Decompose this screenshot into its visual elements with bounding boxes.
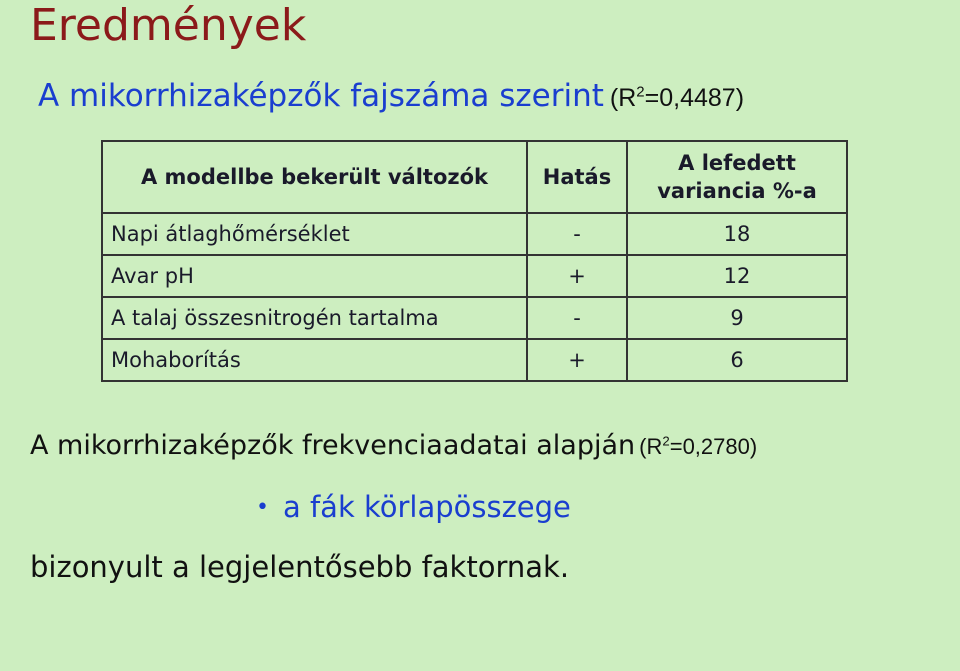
cell-variance: 9: [627, 297, 847, 339]
table-row: [102, 339, 847, 381]
cell-effect: +: [527, 255, 627, 297]
cell-variable: Mohaborítás: [102, 339, 527, 381]
cell-effect: +: [527, 339, 627, 381]
cell-effect: -: [527, 213, 627, 255]
conclusion-text: bizonyult a legjelentősebb faktornak.: [30, 550, 570, 584]
section1-heading-text: A mikorrhizaképzők fajszáma szerint: [38, 78, 604, 114]
bullet-text: a fák körlapösszege: [282, 490, 571, 524]
cell-variable: Napi átlaghőmérséklet: [102, 213, 527, 255]
header-effect: Hatás: [527, 141, 627, 213]
page-title: Eredmények: [30, 0, 307, 51]
cell-variable: Avar pH: [102, 255, 527, 297]
results-table: [101, 140, 848, 382]
cell-effect: -: [527, 297, 627, 339]
table-row: [102, 213, 847, 255]
r2-value-1: $(R^2=0,4487)$: [609, 83, 745, 112]
cell-variance: 6: [627, 339, 847, 381]
table-row: [102, 297, 847, 339]
cell-variance: 18: [627, 213, 847, 255]
header-variance: A lefedett variancia %-a: [627, 141, 847, 213]
cell-variable: A talaj összesnitrogén tartalma: [102, 297, 527, 339]
section1-heading: [38, 78, 744, 114]
bullet-icon: •: [256, 495, 269, 520]
table-row: [102, 255, 847, 297]
r2-value-2: $(R^2=0,2780)$: [639, 433, 758, 459]
table-header-row: [102, 141, 847, 213]
cell-variance: 12: [627, 255, 847, 297]
bullet-item: [256, 490, 571, 524]
header-variables: A modellbe bekerült változók: [102, 141, 527, 213]
section2-text: A mikorrhizaképzők frekvenciaadatai alapján $(R^2=0,2780)$: [30, 430, 758, 461]
